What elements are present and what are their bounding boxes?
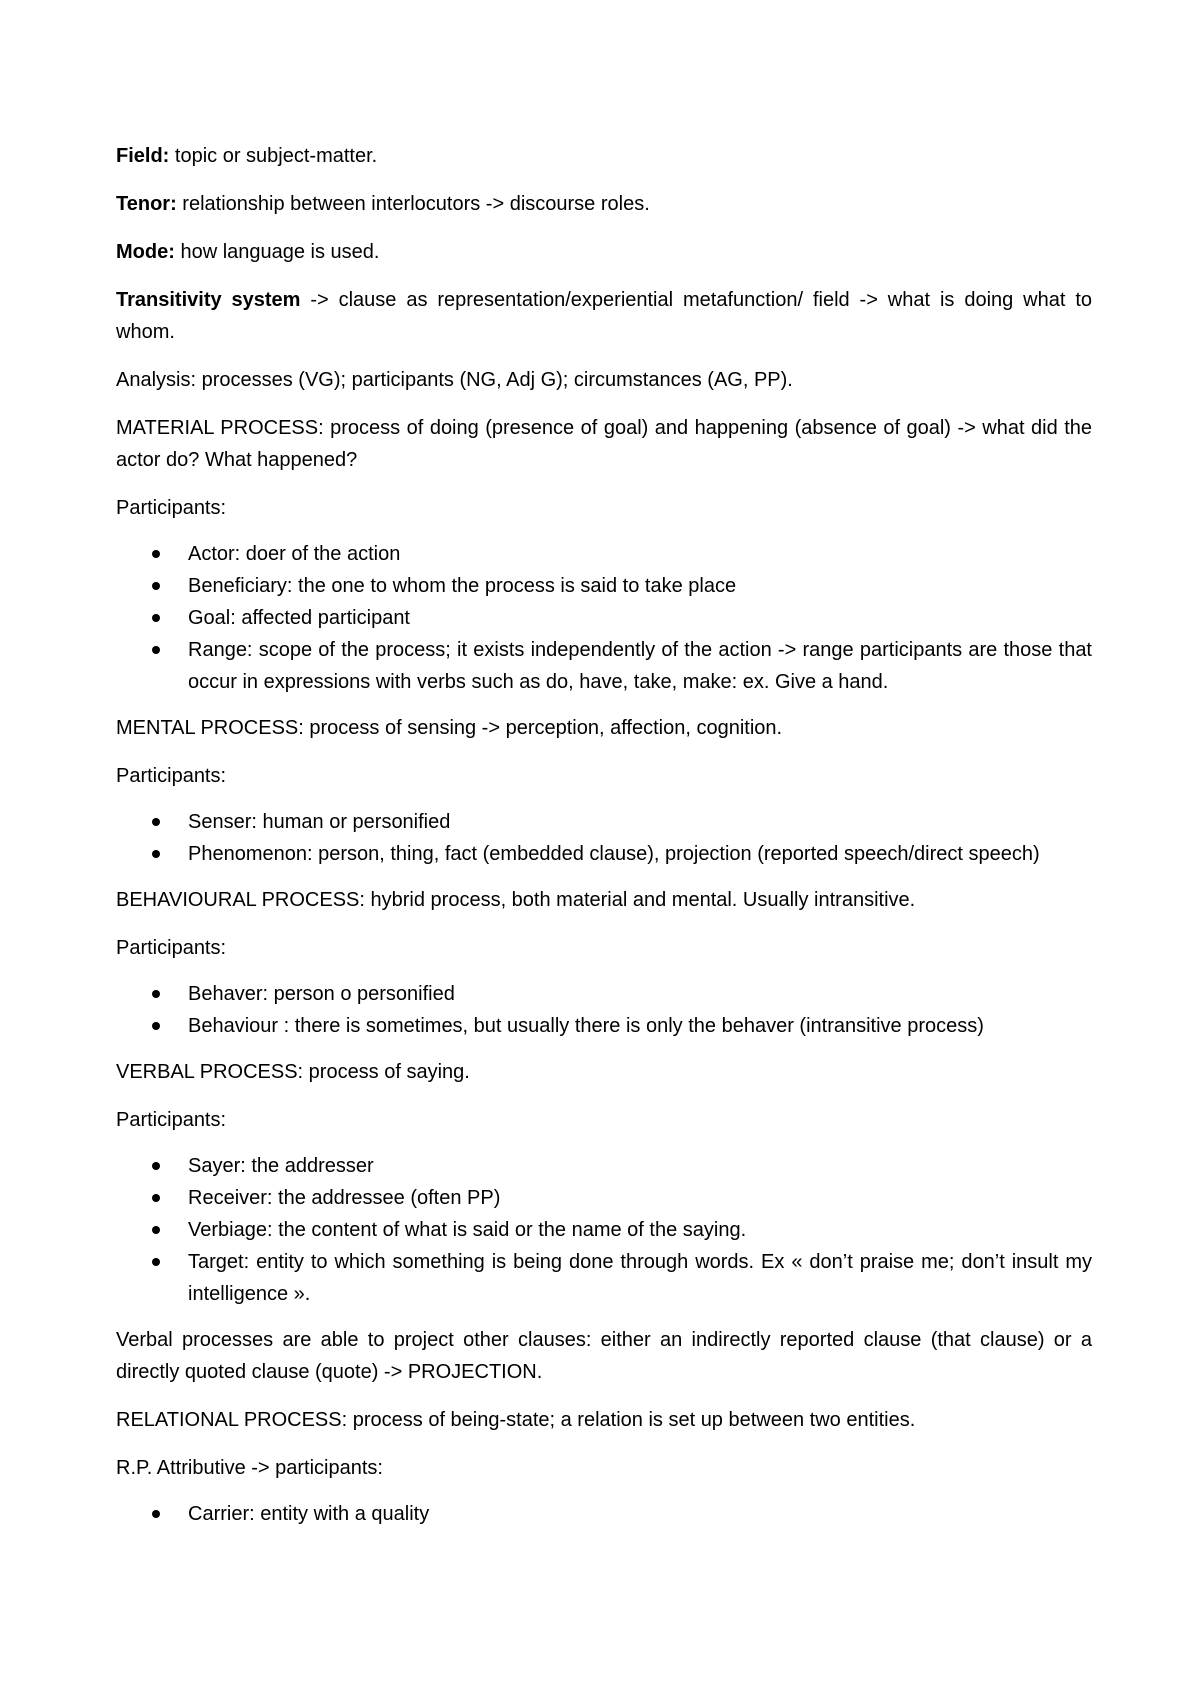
bullet-icon (152, 1162, 160, 1170)
tenor-definition (116, 188, 1092, 220)
behavioural-process-heading: BEHAVIOURAL PROCESS: hybrid process, both material and mental. Usually intransitive. (116, 889, 916, 911)
attributive-participants-list (116, 1498, 1092, 1530)
document-page (116, 140, 1092, 1544)
analysis-line: Analysis: processes (VG); participants (NG, Adj G); circumstances (AG, PP). (116, 369, 793, 391)
list-item: Verbiage: the content of what is said or the name of the saying. (116, 1214, 1092, 1246)
tenor-label: Tenor: (116, 193, 177, 215)
list-item: Range: scope of the process; it exists independently of the action -> range participants are those that occur in expressions with verbs such as do, have, take, make: ex. Give a hand. (116, 634, 1092, 698)
list-item: Senser: human or personified (116, 806, 1092, 838)
material-participants-list (116, 538, 1092, 698)
material-process-heading: MATERIAL PROCESS: process of doing (presence of goal) and happening (absence of goal) -> what did the actor do? What happened? (116, 417, 1092, 471)
bullet-icon (152, 1022, 160, 1030)
field-text: topic or subject-matter. (169, 145, 378, 167)
list-item: Target: entity to which something is being done through words. Ex « don’t praise me; don’t insult my intelligence ». (116, 1246, 1092, 1310)
behavioural-participants-label: Participants: (116, 937, 227, 959)
transitivity-label: Transitivity system (116, 289, 301, 311)
verbal-process-heading: VERBAL PROCESS: process of saying. (116, 1061, 470, 1083)
bullet-icon (152, 1194, 160, 1202)
attributive-participants-label: R.P. Attributive -> participants: (116, 1457, 383, 1479)
bullet-icon (152, 646, 160, 654)
bullet-icon (152, 1226, 160, 1234)
verbal-participants-list (116, 1150, 1092, 1310)
bullet-icon (152, 550, 160, 558)
list-item: Behaver: person o personified (116, 978, 1092, 1010)
list-item: Behaviour : there is sometimes, but usually there is only the behaver (intransitive process) (116, 1010, 1092, 1042)
mode-label: Mode: (116, 241, 175, 263)
list-item: Beneficiary: the one to whom the process is said to take place (116, 570, 1092, 602)
list-item: Sayer: the addresser (116, 1150, 1092, 1182)
bullet-icon (152, 614, 160, 622)
mental-process-heading: MENTAL PROCESS: process of sensing -> perception, affection, cognition. (116, 717, 783, 739)
bullet-icon (152, 582, 160, 590)
mode-definition (116, 236, 1092, 268)
list-item: Carrier: entity with a quality (116, 1498, 1092, 1530)
mental-participants-list (116, 806, 1092, 870)
behavioural-participants-list (116, 978, 1092, 1042)
material-participants-label: Participants: (116, 497, 227, 519)
verbal-participants-label: Participants: (116, 1109, 227, 1131)
bullet-icon (152, 850, 160, 858)
list-item: Goal: affected participant (116, 602, 1092, 634)
bullet-icon (152, 990, 160, 998)
list-item: Phenomenon: person, thing, fact (embedded clause), projection (reported speech/direct speech) (116, 838, 1092, 870)
projection-note: Verbal processes are able to project other clauses: either an indirectly reported clause (that clause) or a directly quoted clause (quote) -> PROJECTION. (116, 1329, 1092, 1383)
bullet-icon (152, 1510, 160, 1518)
bullet-icon (152, 818, 160, 826)
field-label: Field: (116, 145, 170, 167)
transitivity-text: -> clause as representation/experiential metafunction/ field -> what is doing what to whom. (116, 289, 1093, 343)
relational-process-heading: RELATIONAL PROCESS: process of being-state; a relation is set up between two entities. (116, 1409, 916, 1431)
list-item: Actor: doer of the action (116, 538, 1092, 570)
mode-text: how language is used. (174, 241, 380, 263)
list-item: Receiver: the addressee (often PP) (116, 1182, 1092, 1214)
bullet-icon (152, 1258, 160, 1266)
mental-participants-label: Participants: (116, 765, 227, 787)
tenor-text: relationship between interlocutors -> discourse roles. (176, 193, 650, 215)
field-definition (116, 140, 1092, 172)
transitivity-definition (116, 284, 1092, 348)
